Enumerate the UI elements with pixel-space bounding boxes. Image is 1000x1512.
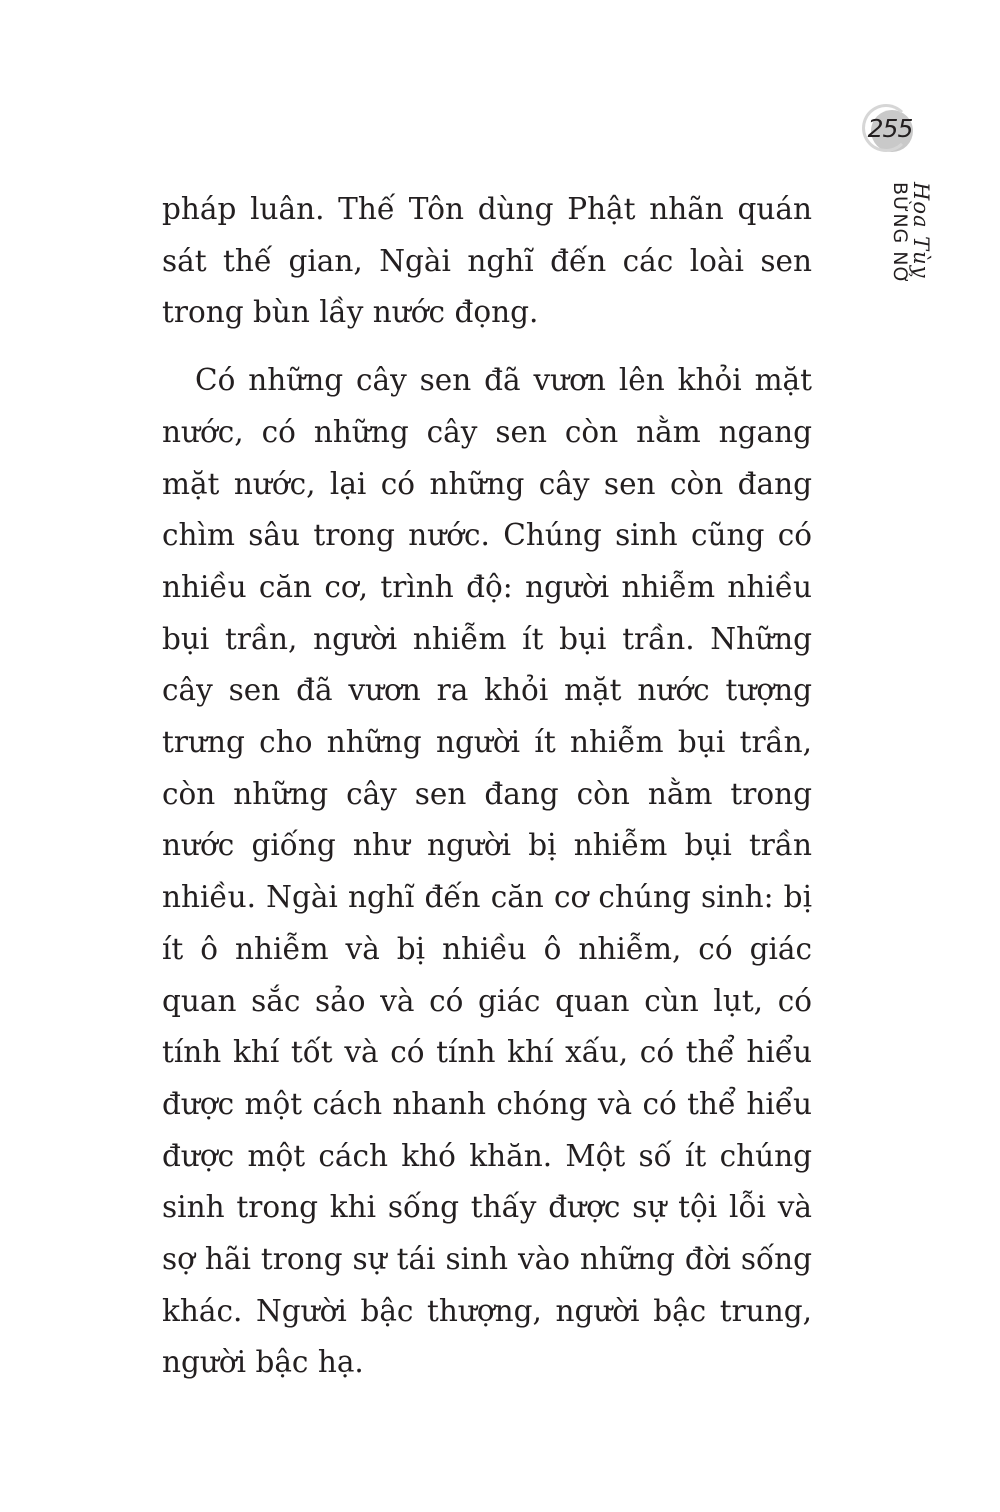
- page-number-badge: [862, 104, 914, 156]
- running-head-script: Hoa Tùy: [909, 182, 933, 279]
- running-head-rotated: [890, 182, 932, 285]
- running-head-title: BỪNG NỞ: [889, 182, 911, 285]
- paragraph-continued: pháp luân. Thế Tôn dùng Phật nhãn quán sát thế gian, Ngài nghĩ đến các loài sen trong bùn lầy nước đọng.: [162, 192, 812, 330]
- page-number: 255: [867, 114, 913, 143]
- paragraph-lotus: Có những cây sen đã vươn lên khỏi mặt nước, có những cây sen còn nằm ngang mặt nước, lại có những cây sen còn đang chìm sâu trong nước. Chúng sinh cũng có nhiều căn cơ, trình độ: người nhiễm nhiều bụi trần, người nhiễm ít bụi trần. Những cây sen đã vươn ra khỏi mặt nước tượng trưng cho những người ít nhiễm bụi trần, còn những cây sen đang còn nằm trong nước giống như người bị nhiễm bụi trần nhiều. Ngài nghĩ đến căn cơ chúng sinh: bị ít ô nhiễm và bị nhiều ô nhiễm, có giác quan sắc sảo và có giác quan cùn lụt, có tính khí tốt và có tính khí xấu, có thể hiểu được một cách nhanh chóng và có thể hiểu được một cách khó khăn. Một số ít chúng sinh trong khi sống thấy được sự tội lỗi và sợ hãi trong sự tái sinh vào những đời sống khác. Người bậc thượng, người bậc trung, người bậc hạ.: [162, 363, 812, 1380]
- body-text: [162, 184, 812, 1389]
- running-head: [852, 182, 932, 302]
